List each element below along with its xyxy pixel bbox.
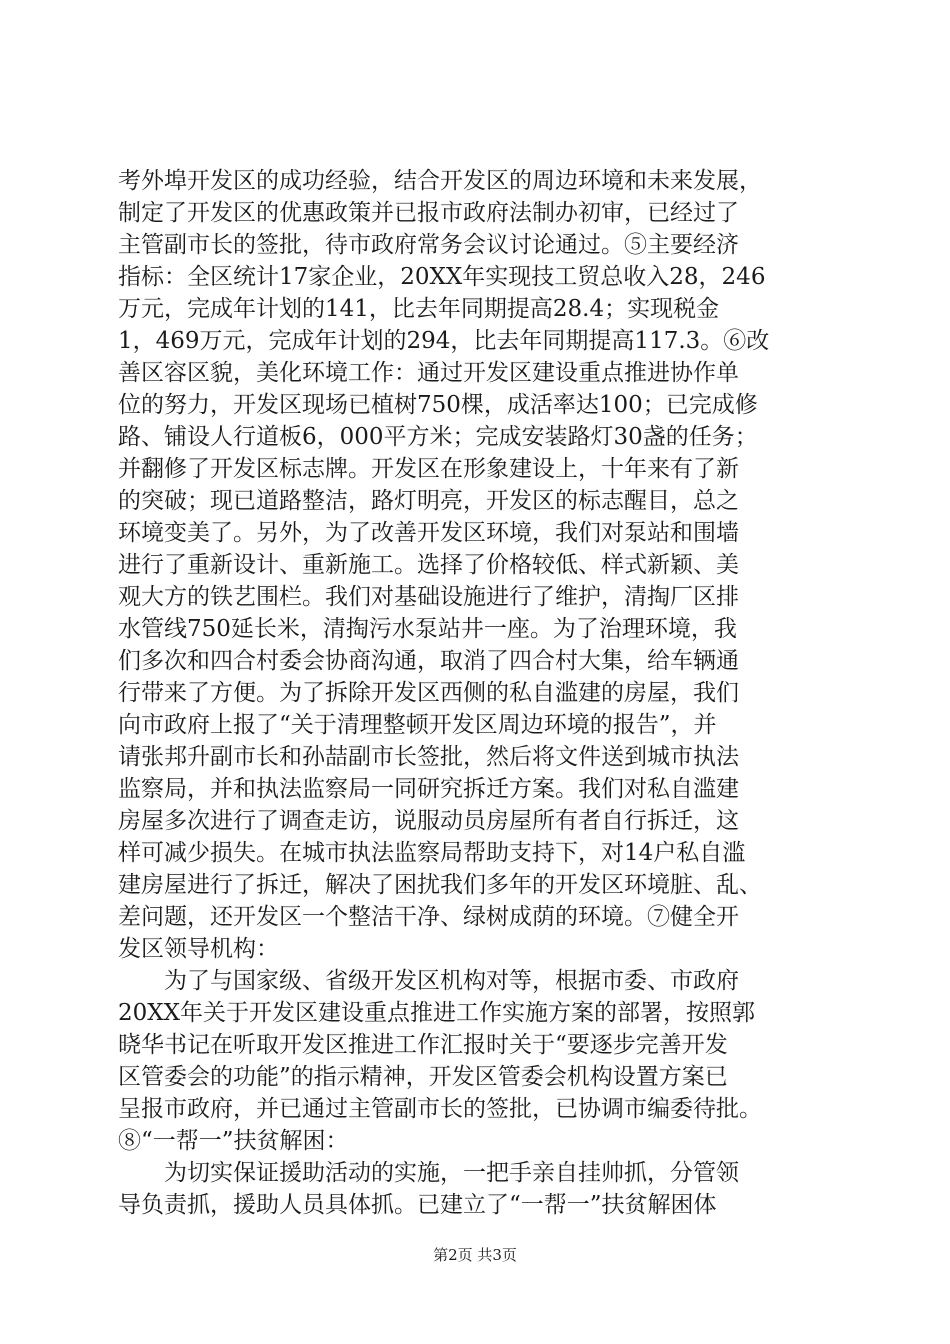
text-line: 万元，完成年计划的141，比去年同期提高28.4；实现税金 <box>118 296 720 322</box>
text-line: 路、铺设人行道板6，000平方米；完成安装路灯30盏的任务； <box>118 424 758 450</box>
text-line: 请张邦升副市长和孙喆副市长签批，然后将文件送到城市执法 <box>118 744 739 770</box>
text-line: 进行了重新设计、重新施工。选择了价格较低、样式新颖、美 <box>118 552 739 578</box>
text-line: 们多次和四合村委会协商沟通，取消了四合村大集，给车辆通 <box>118 648 739 674</box>
text-line: 导负责抓，援助人员具体抓。已建立了“一帮一”扶贫解困体 <box>118 1192 717 1218</box>
text-line: 环境变美了。另外，为了改善开发区环境，我们对泵站和围墙 <box>118 520 739 546</box>
page-number-footer: 第2页 共3页 <box>433 1246 517 1264</box>
text-line: 房屋多次进行了调查走访，说服动员房屋所有者自行拆迁，这 <box>118 808 739 834</box>
text-line: 20XX年关于开发区建设重点推进工作实施方案的部署，按照郭 <box>118 1000 756 1026</box>
text-line: 样可减少损失。在城市执法监察局帮助支持下，对14户私自滥 <box>118 840 746 866</box>
text-line: 观大方的铁艺围栏。我们对基础设施进行了维护，清掏厂区排 <box>118 584 739 610</box>
text-line: 并翻修了开发区标志牌。开发区在形象建设上，十年来有了新 <box>118 456 739 482</box>
text-line: 晓华书记在听取开发区推进工作汇报时关于“要逐步完善开发 <box>118 1032 728 1058</box>
text-line: 主管副市长的签批，待市政府常务会议讨论通过。⑤主要经济 <box>118 232 739 258</box>
text-line: 水管线750延长米，清掏污水泵站井一座。为了治理环境，我 <box>118 616 737 642</box>
text-line: 建房屋进行了拆迁，解决了困扰我们多年的开发区环境脏、乱、 <box>118 872 762 898</box>
text-line: ⑧“一帮一”扶贫解困： <box>118 1128 349 1154</box>
text-line: 差问题，还开发区一个整洁干净、绿树成荫的环境。⑦健全开 <box>118 904 739 930</box>
text-line: 制定了开发区的优惠政策并已报市政府法制办初审，已经过了 <box>118 200 739 226</box>
body-text <box>118 165 838 1221</box>
text-line: 向市政府上报了“关于清理整顿开发区周边环境的报告”，并 <box>118 712 717 738</box>
text-line: 为切实保证援助活动的实施，一把手亲自挂帅抓，分管领 <box>118 1160 739 1186</box>
text-line: 位的努力，开发区现场已植树750棵，成活率达100；已完成修 <box>118 392 758 418</box>
text-line: 考外埠开发区的成功经验，结合开发区的周边环境和未来发展， <box>118 168 762 194</box>
text-line: 善区容区貌，美化环境工作：通过开发区建设重点推进协作单 <box>118 360 739 386</box>
text-line: 1，469万元，完成年计划的294，比去年同期提高117.3。⑥改 <box>118 328 770 354</box>
text-line: 发区领导机构： <box>118 936 279 962</box>
text-line: 区管委会的功能”的指示精神，开发区管委会机构设置方案已 <box>118 1064 728 1090</box>
text-line: 呈报市政府，并已通过主管副市长的签批，已协调市编委待批。 <box>118 1096 762 1122</box>
text-line: 监察局，并和执法监察局一同研究拆迁方案。我们对私自滥建 <box>118 776 739 802</box>
text-line: 的突破；现已道路整洁，路灯明亮，开发区的标志醒目，总之 <box>118 488 739 514</box>
text-line: 指标：全区统计17家企业，20XX年实现技工贸总收入28，246 <box>118 264 766 290</box>
text-line: 为了与国家级、省级开发区机构对等，根据市委、市政府 <box>118 968 739 994</box>
text-line: 行带来了方便。为了拆除开发区西侧的私自滥建的房屋，我们 <box>118 680 739 706</box>
